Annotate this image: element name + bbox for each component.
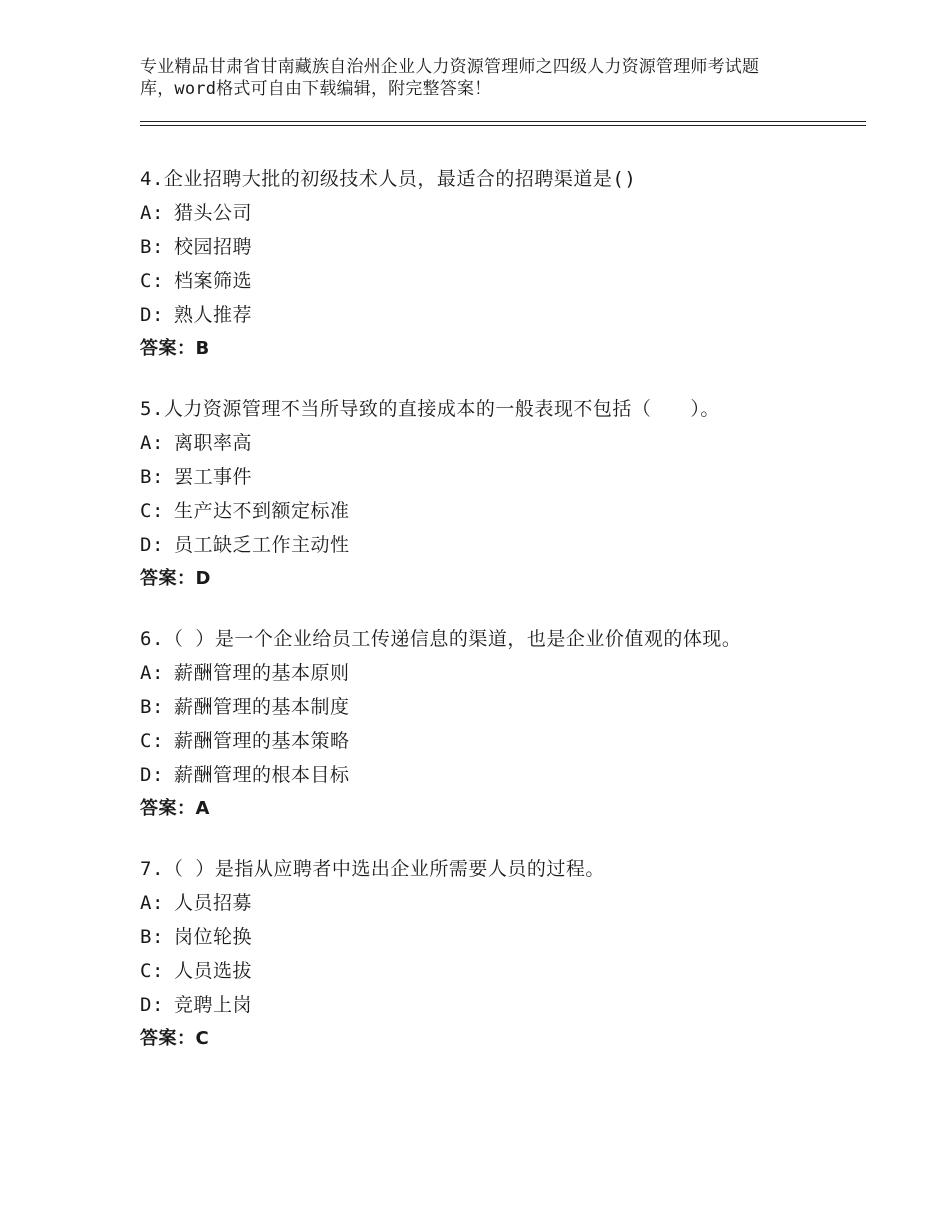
option-text: 薪酬管理的基本制度 (174, 696, 350, 718)
question-block (140, 392, 866, 596)
question-block (140, 622, 866, 826)
option-key: D: (140, 994, 164, 1016)
option-d (140, 298, 866, 332)
option-text: 校园招聘 (174, 236, 253, 258)
option-b (140, 230, 866, 264)
document-header (140, 56, 840, 100)
question-text: 7.（ ）是指从应聘者中选出企业所需要人员的过程。 (140, 858, 605, 880)
option-key: A: (140, 432, 164, 454)
option-text: 薪酬管理的根本目标 (174, 764, 350, 786)
option-key: C: (140, 500, 164, 522)
option-key: C: (140, 270, 164, 292)
option-text: 薪酬管理的基本策略 (174, 730, 350, 752)
question-list (140, 162, 866, 1082)
option-key: D: (140, 534, 164, 556)
question-text: 6.（ ）是一个企业给员工传递信息的渠道，也是企业价值观的体现。 (140, 628, 742, 650)
option-text: 人员选拔 (174, 960, 253, 982)
option-text: 猎头公司 (174, 202, 253, 224)
option-key: C: (140, 730, 164, 752)
option-key: B: (140, 926, 164, 948)
option-c (140, 724, 866, 758)
option-b (140, 460, 866, 494)
option-b (140, 690, 866, 724)
option-a (140, 426, 866, 460)
option-key: A: (140, 202, 164, 224)
option-text: 罢工事件 (174, 466, 253, 488)
option-c (140, 264, 866, 298)
option-d (140, 758, 866, 792)
option-text: 生产达不到额定标准 (174, 500, 350, 522)
answer-text: 答案：C (140, 1028, 210, 1049)
option-a (140, 196, 866, 230)
question-text: 4.企业招聘大批的初级技术人员，最适合的招聘渠道是() (140, 168, 637, 190)
option-key: B: (140, 236, 164, 258)
option-d (140, 988, 866, 1022)
answer-text: 答案：D (140, 568, 211, 589)
option-text: 员工缺乏工作主动性 (174, 534, 350, 556)
answer-text: 答案：B (140, 338, 210, 359)
option-key: A: (140, 892, 164, 914)
option-key: D: (140, 304, 164, 326)
option-text: 熟人推荐 (174, 304, 253, 326)
option-a (140, 656, 866, 690)
option-text: 离职率高 (174, 432, 253, 454)
option-text: 薪酬管理的基本原则 (174, 662, 350, 684)
option-key: A: (140, 662, 164, 684)
answer-text: 答案：A (140, 798, 210, 819)
option-key: B: (140, 696, 164, 718)
question-text: 5.人力资源管理不当所导致的直接成本的一般表现不包括（ ）。 (140, 398, 720, 420)
header-title-line-2: 库，word格式可自由下载编辑，附完整答案！ (140, 79, 492, 99)
option-d (140, 528, 866, 562)
option-key: D: (140, 764, 164, 786)
option-text: 岗位轮换 (174, 926, 253, 948)
header-divider-top (140, 121, 866, 122)
option-text: 档案筛选 (174, 270, 253, 292)
option-c (140, 494, 866, 528)
option-c (140, 954, 866, 988)
option-key: B: (140, 466, 164, 488)
header-divider-bottom (140, 125, 866, 126)
option-b (140, 920, 866, 954)
option-key: C: (140, 960, 164, 982)
option-a (140, 886, 866, 920)
header-title-line-1: 专业精品甘肃省甘南藏族自治州企业人力资源管理师之四级人力资源管理师考试题 (140, 57, 760, 77)
option-text: 人员招募 (174, 892, 253, 914)
question-block (140, 852, 866, 1056)
option-text: 竞聘上岗 (174, 994, 253, 1016)
question-block (140, 162, 866, 366)
